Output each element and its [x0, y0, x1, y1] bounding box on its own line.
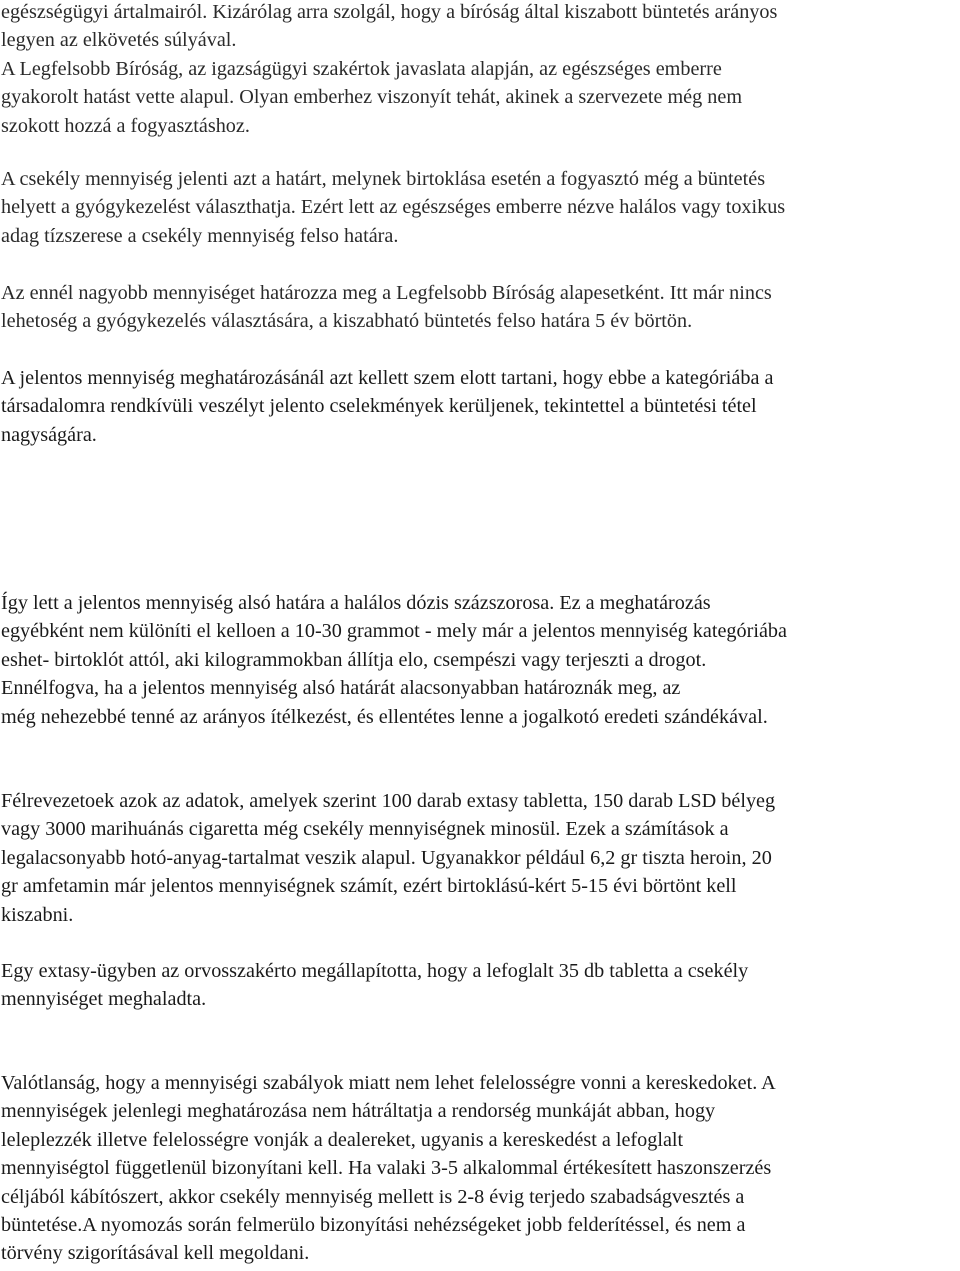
- paragraph: [1, 1069, 957, 1268]
- text-line: Egy extasy-ügyben az orvosszakérto megállapította, hogy a lefoglalt 35 db tabletta a csekély: [1, 960, 749, 982]
- text-line: A jelentos mennyiség meghatározásánál azt kellett szem elott tartani, hogy ebbe a kategóriába a: [1, 367, 774, 389]
- text-line: gr amfetamin már jelentos mennyiségnek számít, ezért birtoklású-kért 5-15 évi börtönt kell: [1, 875, 737, 898]
- text-line: helyett a gyógykezelést választhatja. Ezért lett az egészséges emberre nézve halálos vagy toxikus: [1, 196, 786, 219]
- text-line: adag tízszerese a csekély mennyiség felso határa.: [1, 224, 399, 247]
- paragraph: [1, 957, 957, 1014]
- paragraph: [1, 0, 957, 140]
- text-line: társadalomra rendkívüli veszélyt jelento cselekmények kerüljenek, tekintettel a büntetési tétel: [1, 395, 757, 418]
- text-line: A csekély mennyiség jelenti azt a határt, melynek birtoklása esetén a fogyasztó még a büntetés: [1, 168, 766, 190]
- text-line: Félrevezetoek azok az adatok, amelyek szerint 100 darab extasy tabletta, 150 darab LSD bélyeg: [1, 790, 776, 812]
- text-line: büntetése.A nyomozás során felmerülo bizonyítási nehézségeket jobb felderítéssel, és nem a: [1, 1214, 746, 1237]
- paragraph: [1, 165, 957, 250]
- text-line: mennyiséget meghaladta.: [1, 988, 207, 1011]
- text-line: egyébként nem különíti el kelloen a 10-30 grammot - mely már a jelentos mennyiség kategóriába: [1, 620, 787, 643]
- text-line: mennyiségek jelenlegi meghatározása nem hátráltatja a rendorség munkáját abban, hogy: [1, 1100, 716, 1123]
- text-line: Az ennél nagyobb mennyiséget határozza meg a Legfelsobb Bíróság alapesetként. Itt már nincs: [1, 282, 772, 304]
- text-line: leleplezzék illetve felelosségre vonják a dealereket, ugyanis a kereskedést a lefoglalt: [1, 1128, 684, 1151]
- text-line: egészségügyi ártalmairól. Kizárólag arra szolgál, hogy a bíróság által kiszabott büntetés arányos: [1, 1, 778, 23]
- text-line: törvény szigorításával kell megoldani.: [1, 1242, 310, 1265]
- paragraph: [1, 787, 957, 929]
- paragraph: [1, 589, 957, 731]
- text-line: legalacsonyabb hotó-anyag-tartalmat veszik alapul. Ugyanakkor például 6,2 gr tiszta heroin, 20: [1, 846, 772, 869]
- text-line: céljából kábítószert, akkor csekély mennyiség mellett is 2-8 évig terjedo szabadságvesztés a: [1, 1185, 745, 1208]
- text-line: mennyiségtol függetlenül bizonyítani kell. Ha valaki 3-5 alkalommal értékesített haszonszerzés: [1, 1157, 772, 1180]
- text-line: még nehezebbé tenné az arányos ítélkezést, és ellentétes lenne a jogalkotó eredeti szándékával.: [1, 705, 768, 728]
- text-line: kiszabni.: [1, 903, 74, 926]
- text-line: gyakorolt hatást vette alapul. Olyan emberhez viszonyít tehát, akinek a szervezete még nem: [1, 86, 743, 109]
- text-line: lehetoség a gyógykezelés választására, a kiszabható büntetés felso határa 5 év börtön.: [1, 310, 693, 333]
- text-line: A Legfelsobb Bíróság, az igazságügyi szakértok javaslata alapján, az egészséges emberre: [1, 57, 722, 80]
- text-line: Így lett a jelentos mennyiség alsó határa a halálos dózis százszorosa. Ez a meghatározás: [1, 592, 711, 614]
- text-line: Ennélfogva, ha a jelentos mennyiség alsó határát alacsonyabban határoznák meg, az: [1, 677, 681, 700]
- text-line: Valótlanság, hogy a mennyiségi szabályok miatt nem lehet felelosségre vonni a kereskedoket. A: [1, 1072, 776, 1094]
- text-line: szokott hozzá a fogyasztáshoz.: [1, 114, 250, 137]
- paragraph: [1, 279, 957, 336]
- text-line: eshet- birtoklót attól, aki kilogrammokban állítja elo, csempészi vagy terjeszti a drogot.: [1, 648, 707, 671]
- text-line: legyen az elkövetés súlyával.: [1, 29, 237, 52]
- text-line: vagy 3000 marihuánás cigaretta még csekély mennyiségnek minosül. Ezek a számítások a: [1, 818, 729, 841]
- text-line: nagyságára.: [1, 423, 97, 446]
- paragraph: [1, 364, 957, 449]
